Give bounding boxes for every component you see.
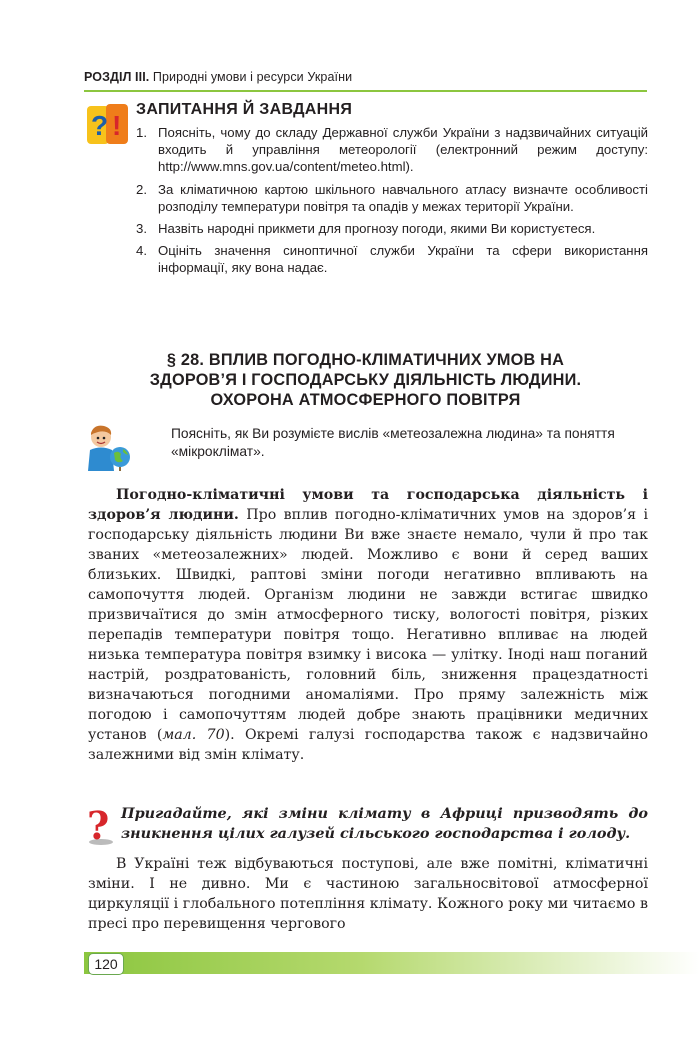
item-text: Назвіть народні прикмети для прогнозу погоди, якими Ви користуєтеся. [158,221,596,237]
questions-title: ЗАПИТАННЯ Й ЗАВДАННЯ [136,101,353,118]
item-text: Оцініть значення синоптичної служби України та сфери використання інформації, яку вона надає. [158,243,648,276]
header-rule [84,90,647,92]
item-number: 1. [136,125,147,140]
item-text: За кліматичною картою шкільного навчального атласу визначте особливості розподілу температури повітря та опадів у межах території України. [158,181,648,214]
recall-task: Пригадайте, які зміни клімату в Африці призводять до зникнення цілих галузей сільського господарства і голоду. [121,805,648,842]
body-paragraph [88,485,648,765]
figure-reference: мал. 70 [162,727,225,743]
running-header [84,70,352,84]
footer-bar [84,952,700,974]
paragraph-text: ). Окремі галузі господарства також є надзвичайно залежними від змін клімату. [88,727,648,763]
section-heading-line: ОХОРОНА АТМОСФЕРНОГО ПОВІТРЯ [210,391,521,409]
paragraph-text: Про вплив погодно-кліматичних умов на здоров’я і господарську діяльність людини Ви вже знаєте немало, чули й про так званих «метеозалежних» людей. Можливо є вони й серед ваших близьких. Швидкі, раптові зміни погоди негативно впливають на самопочуття людей. Організм людини не завжди встигає швидко призвичаїтися до змін атмосферного тиску, вологості повітря, різких перепадів температури повітря тощо. Негативно впливає на людей низька температура повітря взимку і висока — улітку. Іноді наш поганий настрій, роздратованість, головний біль, зниження працездатності визначаються погодними аномаліями. Про пряму залежність між погодою і самопочуттям людей добре знають працівники медичних установ ( [88,507,648,743]
list-item [136,124,648,176]
item-text: Поясніть, чому до складу Державної служби України з надзвичайних ситуацій входить й управління метеорології (електронний режим доступу: http://www.mns.gov.ua/content/meteo.html). [158,125,648,175]
boy-with-globe-icon [84,423,134,473]
section-heading-line: ЗДОРОВ’Я І ГОСПОДАРСЬКУ ДІЯЛЬНІСТЬ ЛЮДИНИ. [149,371,582,389]
item-number: 3. [136,221,147,237]
svg-text:!: ! [112,110,122,141]
svg-text:?: ? [87,806,110,846]
questions-list [136,124,648,282]
page-number: 120 [88,953,124,975]
item-number: 2. [136,181,147,197]
list-item [136,242,648,276]
list-item [136,220,648,237]
section-heading [84,350,647,410]
red-question-mark-icon [86,806,116,846]
header-title: Природні умови і ресурси України [152,70,353,84]
section-heading-line: § 28. ВПЛИВ ПОГОДНО-КЛІМАТИЧНИХ УМОВ НА [166,351,565,369]
body-paragraph: В Україні теж відбуваються поступові, але вже помітні, кліматичні зміни. І не дивно. Ми є частиною загальносвітової атмосферної циркуляції і глобального потепління клімату. Кожного року ми читаємо в пресі про перевищення чергового [88,856,648,932]
reflection-prompt: Поясніть, як Ви розумієте вислів «метеозалежна людина» та поняття «мікроклімат». [171,426,615,459]
item-number: 4. [136,243,147,259]
question-exclamation-icon [86,102,130,148]
paragraph-lead: Погодно-кліматичні умови та господарська діяльність і здоров’я людини. [88,487,648,523]
header-section-label: РОЗДІЛ ІІІ. [84,70,150,84]
list-item [136,181,648,215]
svg-text:?: ? [91,110,109,141]
